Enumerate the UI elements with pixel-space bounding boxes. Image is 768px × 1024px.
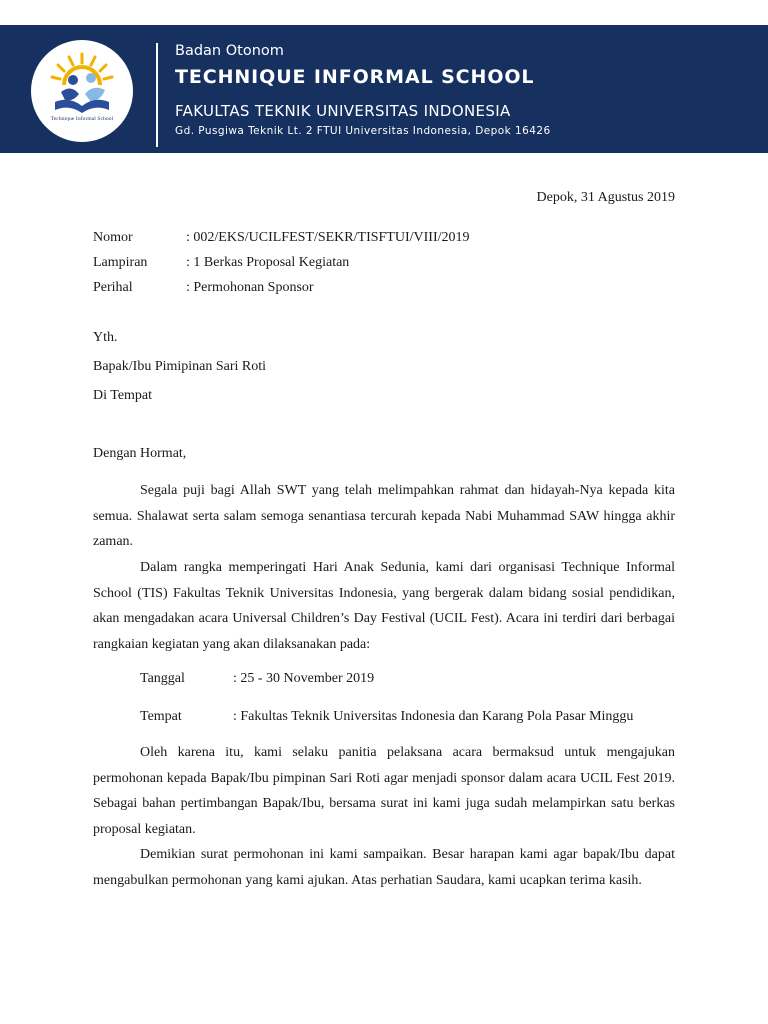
header-divider	[156, 43, 158, 147]
meta-value: : 1 Berkas Proposal Kegiatan	[186, 255, 350, 270]
event-label: Tanggal	[140, 671, 185, 686]
meta-value: : 002/EKS/UCILFEST/SEKR/TISFTUI/VIII/2019	[186, 230, 470, 245]
recipient-place: Di Tempat	[93, 388, 153, 403]
paragraph-event: Dalam rangka memperingati Hari Anak Sedunia, kami dari organisasi Technique Informal School (TIS) Fakultas Teknik Universitas Indonesia, yang bergerak dalam bidang sosial pendidikan, akan mengadakan acara Universal Children’s Day Festival (UCIL Fest). Acara ini terdiri dari berbagai rangkaian kegiatan yang akan dilaksanakan pada:	[93, 560, 675, 652]
faculty-name: FAKULTAS TEKNIK UNIVERSITAS INDONESIA	[175, 102, 511, 120]
event-value: : Fakultas Teknik Universitas Indonesia dan Karang Pola Pasar Minggu	[233, 709, 634, 724]
org-name: TECHNIQUE INFORMAL SCHOOL	[175, 66, 535, 88]
paragraph-request: Oleh karena itu, kami selaku panitia pelaksana acara bermaksud untuk mengajukan permohonan kepada Bapak/Ibu pimpinan Sari Roti agar menjadi sponsor dalam acara UCIL Fest 2019. Sebagai bahan pertimbangan Bapak/Ibu, bersama surat ini kami juga sudah melampirkan satu berkas proposal kegiatan.	[93, 745, 675, 837]
letterhead	[0, 25, 768, 153]
org-address: Gd. Pusgiwa Teknik Lt. 2 FTUI Universitas Indonesia, Depok 16426	[175, 125, 551, 137]
meta-lampiran	[93, 255, 349, 271]
letter-date: Depok, 31 Agustus 2019	[536, 190, 675, 205]
meta-value: : Permohonan Sponsor	[186, 280, 314, 295]
org-type: Badan Otonom	[175, 43, 284, 59]
meta-label: Lampiran	[93, 255, 148, 270]
recipient-yth: Yth.	[93, 330, 118, 345]
meta-label: Perihal	[93, 280, 133, 295]
event-place	[140, 709, 633, 725]
logo-caption: Technique Informal School	[50, 116, 114, 122]
logo	[31, 40, 133, 142]
event-date	[140, 671, 374, 687]
greeting: Dengan Hormat,	[93, 446, 187, 461]
paragraph-closing: Demikian surat permohonan ini kami sampaikan. Besar harapan kami agar bapak/Ibu dapat mengabulkan permohonan yang kami ajukan. Atas perhatian Saudara, kami ucapkan terima kasih.	[93, 847, 675, 888]
meta-nomor	[93, 230, 470, 246]
event-value: : 25 - 30 November 2019	[233, 671, 375, 686]
recipient-name: Bapak/Ibu Pimipinan Sari Roti	[93, 359, 267, 374]
sun-book-logo-icon	[31, 40, 133, 142]
meta-perihal	[93, 280, 314, 296]
event-label: Tempat	[140, 709, 182, 724]
paragraph-opening: Segala puji bagi Allah SWT yang telah melimpahkan rahmat dan hidayah-Nya kepada kita semua. Shalawat serta salam semoga senantiasa tercurah kepada Nabi Muhammad SAW hingga akhir zaman.	[93, 483, 675, 549]
meta-label: Nomor	[93, 230, 133, 245]
